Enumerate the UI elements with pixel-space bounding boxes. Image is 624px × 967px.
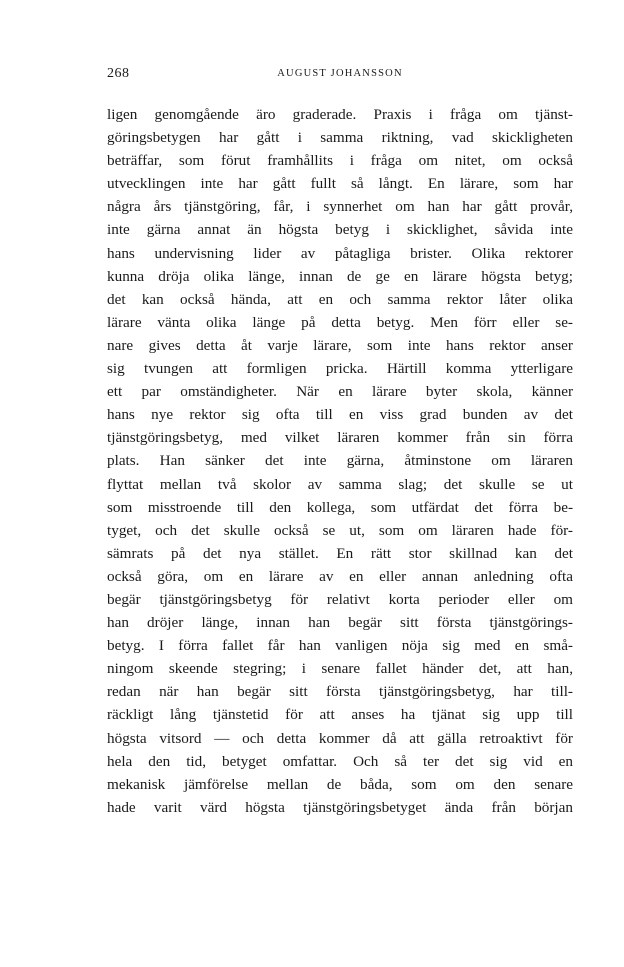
text-line: ligen genomgående äro graderade. Praxis i fråga om tjänst- <box>107 106 573 123</box>
text-line: inte gärna annat än högsta betyg i skicklighet, såvida inte <box>107 221 573 239</box>
text-line: betyg. I förra fallet får han vanligen nöja sig med en små- <box>107 637 573 655</box>
text-line: plats. Han sänker det inte gärna, åtminstone om läraren <box>107 452 573 470</box>
text-line: kunna dröja olika länge, innan de ge en lärare högsta betyg; <box>107 267 573 285</box>
text-line: begär tjänstgöringsbetyg för relativt korta perioder eller om <box>107 590 573 608</box>
text-line: räckligt lång tjänstetid för att anses ha tjänat sig upp till <box>107 706 573 724</box>
text-line: sämrats på det nya stället. En rätt stor skillnad kan det <box>107 544 573 562</box>
text-line: högsta vitsord — och detta kommer då att gälla retroaktivt för <box>107 729 573 747</box>
text-line: han dröjer länge, innan han begär sitt första tjänstgörings- <box>107 614 573 632</box>
running-title: AUGUST JOHANSSON <box>277 68 403 79</box>
page-number: 268 <box>107 66 130 81</box>
text-line: lärare vänta olika länge på detta betyg. Men förr eller se- <box>107 313 573 331</box>
text-line: göringsbetygen har gått i samma riktning, vad skickligheten <box>107 129 573 147</box>
text-line: beträffar, som förut framhållits i fråga om nitet, om också <box>107 152 573 170</box>
page-header <box>107 66 573 86</box>
text-line: flyttat mellan två skolor av samma slag; det skulle se ut <box>107 475 573 493</box>
text-line: redan när han begär sitt första tjänstgöringsbetyg, har till- <box>107 683 573 701</box>
text-line: ett par omständigheter. När en lärare byter skola, känner <box>107 383 573 401</box>
text-line: tjänstgöringsbetyg, med vilket läraren kommer från sin förra <box>107 429 573 447</box>
text-line: några års tjänstgöring, får, i synnerhet om han har gått provår, <box>107 198 573 216</box>
text-line: ningom skeende stegring; i senare fallet händer det, att han, <box>107 660 573 678</box>
text-line: hans undervisning lider av påtagliga brister. Olika rektorer <box>107 244 573 262</box>
text-line: det kan också hända, att en och samma rektor låter olika <box>107 290 573 308</box>
text-line: sig tvungen att formligen pricka. Härtill komma ytterligare <box>107 360 573 378</box>
text-line: hans nye rektor sig ofta till en viss grad bunden av det <box>107 406 573 424</box>
text-line: som misstroende till den kollega, som utfärdat det förra be- <box>107 498 573 516</box>
body-text <box>107 103 573 819</box>
text-line: hade varit värd högsta tjänstgöringsbetyget ända från början <box>107 798 573 816</box>
text-line: hela den tid, betyget omfattar. Och så ter det sig vid en <box>107 752 573 770</box>
text-line: tyget, och det skulle också se ut, som om läraren hade för- <box>107 521 573 539</box>
text-line: också göra, om en lärare av en eller annan anledning ofta <box>107 567 573 585</box>
text-line: mekanisk jämförelse mellan de båda, som om den senare <box>107 775 573 793</box>
text-line: utvecklingen inte har gått fullt så långt. En lärare, som har <box>107 175 573 193</box>
text-line: nare gives detta åt varje lärare, som inte hans rektor anser <box>107 336 573 354</box>
